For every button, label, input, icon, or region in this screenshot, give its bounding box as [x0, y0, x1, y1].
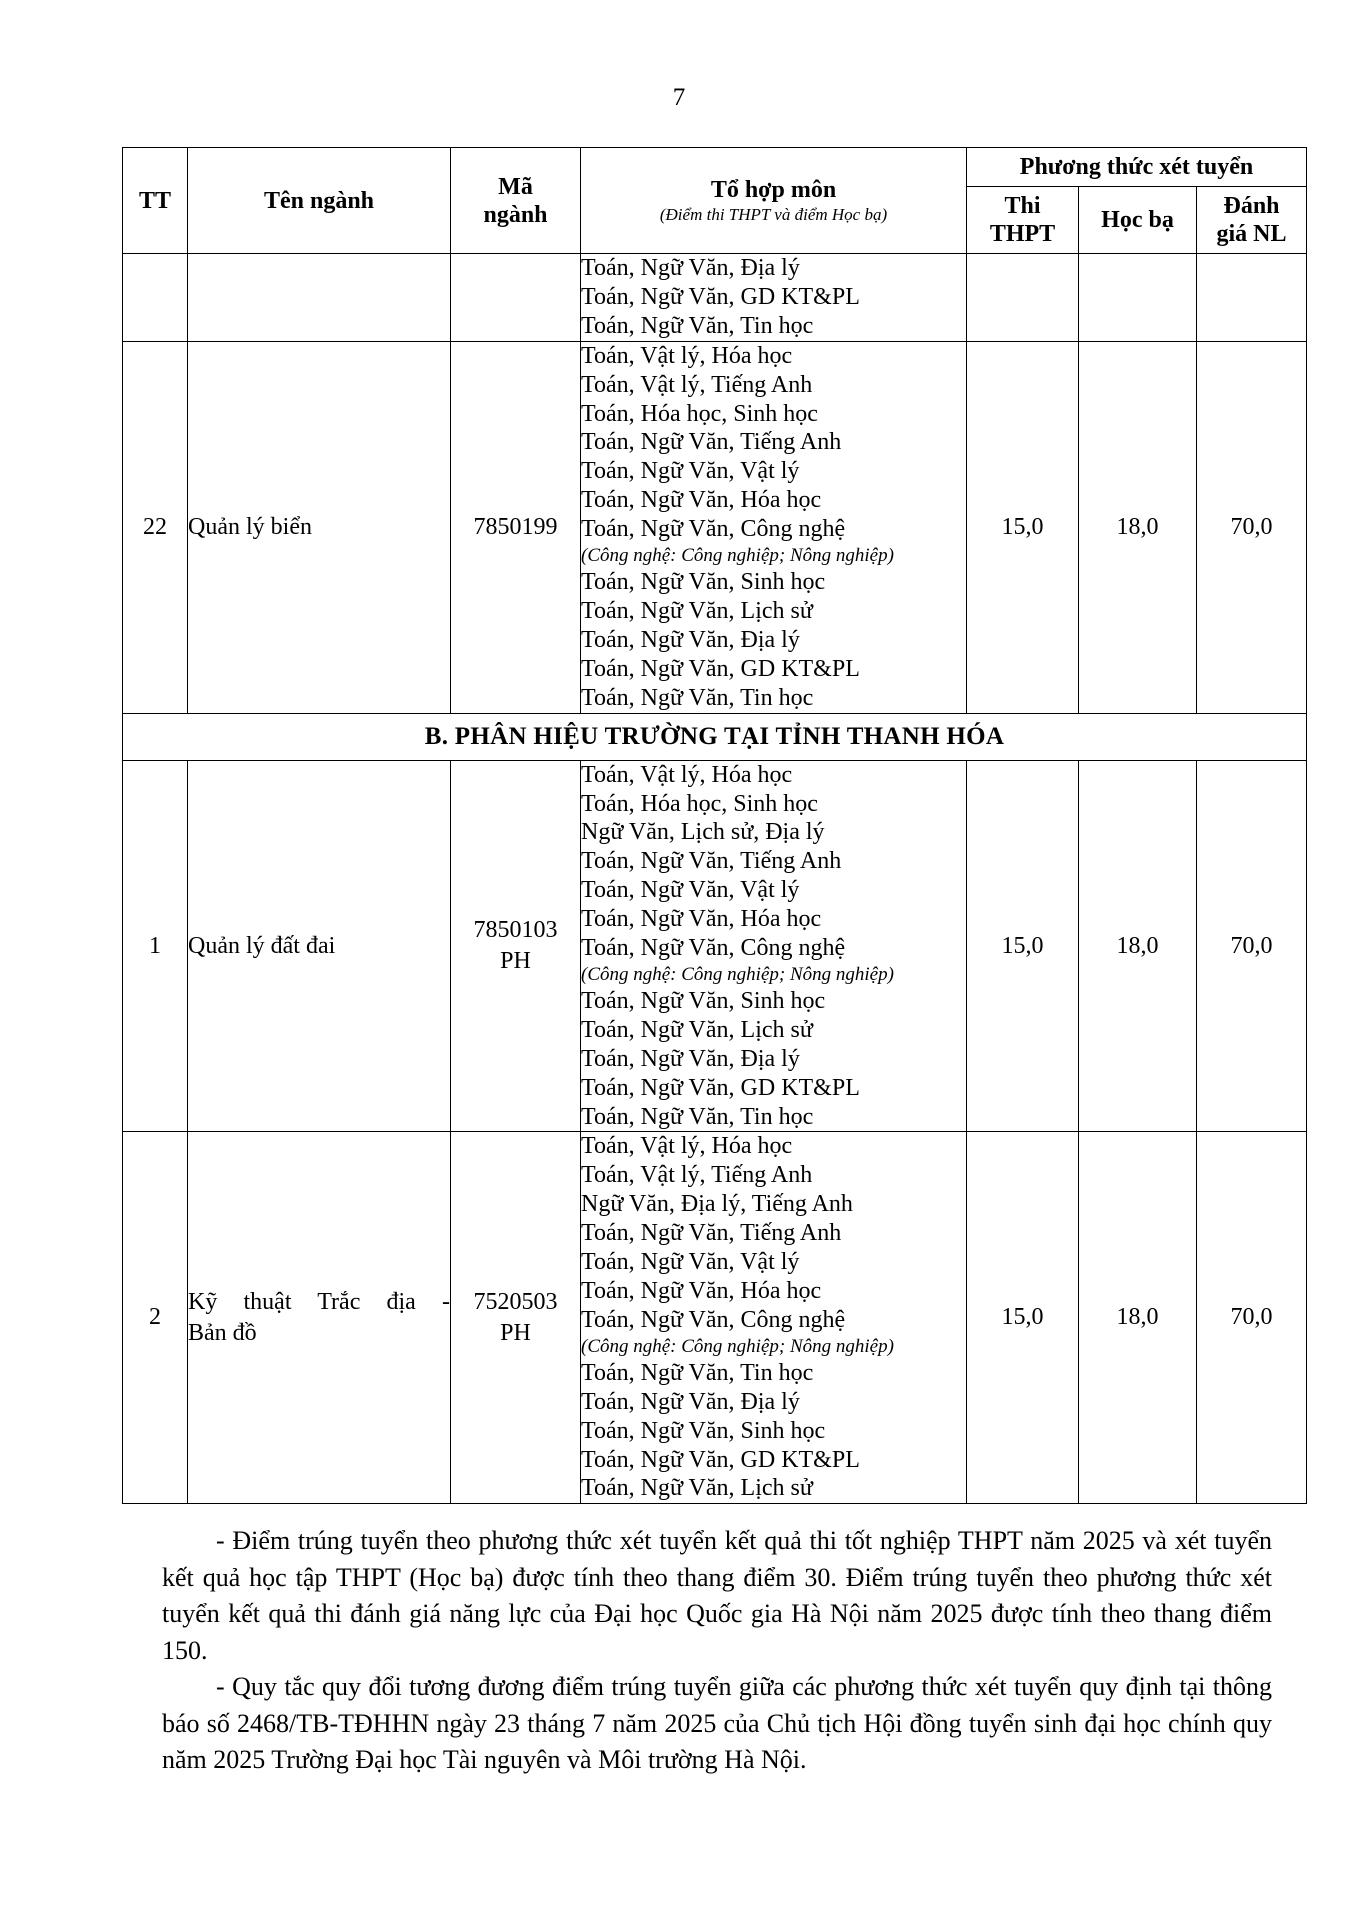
- header-major-code-line2: ngành: [483, 201, 548, 228]
- combo-item: Toán, Ngữ Văn, Hóa học: [581, 487, 822, 514]
- combo-item: Toán, Ngữ Văn, GD KT&PL: [581, 1446, 860, 1473]
- note-paragraph-2: - Quy tắc quy đổi tương đương điểm trúng tuyển giữa các phương thức xét tuyển quy định tại thông báo số 2468/TB-TĐHHN ngày 23 tháng 7 năm 2025 của Chủ tịch Hội đồng tuyển sinh đại học chính quy năm 2025 Trường Đại học Tài nguyên và Môi trường Hà Nội.: [162, 1672, 1272, 1774]
- cell-hoc-ba: [1079, 254, 1197, 342]
- cell-combos: [581, 254, 967, 342]
- table-row-b1: [123, 760, 1307, 1132]
- header-subject-combination: [581, 148, 967, 254]
- combo-item: Toán, Ngữ Văn, Công nghệ: [581, 516, 846, 543]
- admissions-table: [122, 147, 1307, 1504]
- name-line2: Bản đồ: [188, 1319, 257, 1346]
- header-major-name: Tên ngành: [188, 148, 451, 254]
- header-admission-methods: Phương thức xét tuyển: [967, 148, 1307, 187]
- cell-name: Quản lý biển: [188, 341, 451, 713]
- cell-tt: 2: [123, 1132, 188, 1504]
- cell-code: [451, 760, 581, 1132]
- combo-item: Toán, Ngữ Văn, Lịch sử: [581, 1016, 813, 1043]
- header-major-code-line1: Mã: [498, 173, 533, 200]
- combo-item: Toán, Ngữ Văn, Tiếng Anh: [581, 429, 842, 456]
- combo-item: Toán, Ngữ Văn, Lịch sử: [581, 1475, 813, 1502]
- cell-name: Quản lý đất đai: [188, 760, 451, 1132]
- combo-item: Toán, Ngữ Văn, Địa lý: [581, 255, 800, 281]
- combo-item: Toán, Ngữ Văn, Tin học: [581, 684, 814, 711]
- section-row-b: [123, 713, 1307, 760]
- code-line2: PH: [500, 948, 531, 975]
- combo-item: Toán, Ngữ Văn, GD KT&PL: [581, 283, 860, 310]
- combo-item: Toán, Ngữ Văn, Địa lý: [581, 1388, 800, 1415]
- cell-code: [451, 1132, 581, 1504]
- combo-item: Toán, Ngữ Văn, Vật lý: [581, 877, 800, 904]
- code-line1: 7850103: [473, 917, 558, 944]
- combo-item: Toán, Vật lý, Hóa học: [581, 342, 793, 369]
- note-paragraph-1: - Điểm trúng tuyển theo phương thức xét tuyển kết quả thi tốt nghiệp THPT năm 2025 và xét tuyển kết quả học tập THPT (Học bạ) được tính theo thang điểm 30. Điểm trúng tuyển theo phương thức xét tuyển kết quả thi đánh giá năng lực của Đại học Quốc gia Hà Nội năm 2025 được tính theo thang điểm 150.: [162, 1526, 1272, 1665]
- section-title: B. PHÂN HIỆU TRƯỜNG TẠI TỈNH THANH HÓA: [123, 713, 1307, 760]
- page-number: 7: [672, 84, 686, 111]
- combo-item: Toán, Ngữ Văn, Sinh học: [581, 1417, 826, 1444]
- cell-combos: [581, 1132, 967, 1504]
- combo-item: Toán, Ngữ Văn, Tiếng Anh: [581, 1220, 842, 1247]
- name-line1: Kỹ thuật Trắc địa -: [188, 1288, 450, 1315]
- table-row-22: [123, 341, 1307, 713]
- table-row-b2: [123, 1132, 1307, 1504]
- combo-item: Toán, Vật lý, Tiếng Anh: [581, 371, 813, 398]
- cell-dgnl: [1197, 254, 1307, 342]
- cell-hoc-ba: 18,0: [1079, 341, 1197, 713]
- header-major-code: [451, 148, 581, 254]
- combo-note: (Công nghệ: Công nghiệp; Nông nghiệp): [581, 963, 894, 985]
- combo-note: (Công nghệ: Công nghiệp; Nông nghiệp): [581, 1335, 894, 1357]
- combo-item: Toán, Ngữ Văn, Lịch sử: [581, 597, 813, 624]
- combo-item: Toán, Ngữ Văn, Công nghệ: [581, 935, 846, 962]
- cell-dgnl: 70,0: [1197, 341, 1307, 713]
- header-dgnl: [1197, 187, 1307, 254]
- code-line2: PH: [500, 1319, 531, 1346]
- cell-tt: 1: [123, 760, 188, 1132]
- header-combo-note: (Điểm thi THPT và điểm Học bạ): [659, 204, 888, 224]
- combo-item: Toán, Ngữ Văn, Hóa học: [581, 906, 822, 933]
- table-row-continuation: [123, 254, 1307, 342]
- combo-item: Ngữ Văn, Lịch sử, Địa lý: [581, 819, 825, 846]
- header-dgnl-line2: giá NL: [1216, 221, 1287, 247]
- combo-item: Toán, Ngữ Văn, Sinh học: [581, 987, 826, 1014]
- combo-item: Toán, Ngữ Văn, GD KT&PL: [581, 1074, 860, 1101]
- header-hoc-ba: Học bạ: [1079, 187, 1197, 254]
- cell-code: 7850199: [451, 341, 581, 713]
- code-line1: 7520503: [473, 1288, 558, 1315]
- header-thpt: [967, 187, 1079, 254]
- combo-item: Toán, Ngữ Văn, Tiếng Anh: [581, 848, 842, 875]
- cell-hoc-ba: 18,0: [1079, 1132, 1197, 1504]
- combo-item: Toán, Ngữ Văn, Tin học: [581, 1359, 814, 1386]
- cell-thpt: 15,0: [967, 760, 1079, 1132]
- combo-note: (Công nghệ: Công nghiệp; Nông nghiệp): [581, 545, 894, 567]
- header-dgnl-line1: Đánh: [1223, 193, 1280, 219]
- combo-item: Toán, Hóa học, Sinh học: [581, 400, 818, 427]
- cell-hoc-ba: 18,0: [1079, 760, 1197, 1132]
- header-thpt-line2: THPT: [989, 221, 1056, 247]
- combo-item: Toán, Ngữ Văn, Vật lý: [581, 1249, 800, 1276]
- cell-thpt: 15,0: [967, 1132, 1079, 1504]
- cell-code: [451, 254, 581, 342]
- combo-item: Toán, Vật lý, Hóa học: [581, 1133, 793, 1160]
- combo-item: Toán, Ngữ Văn, Tin học: [581, 312, 814, 339]
- cell-tt: [123, 254, 188, 342]
- cell-combos: [581, 760, 967, 1132]
- combo-item: Toán, Ngữ Văn, Địa lý: [581, 626, 800, 653]
- combo-item: Toán, Vật lý, Hóa học: [581, 761, 793, 788]
- cell-name: [188, 254, 451, 342]
- notes-section: [162, 1523, 1272, 1779]
- header-tt: TT: [123, 148, 188, 254]
- combo-item: Toán, Ngữ Văn, Hóa học: [581, 1278, 822, 1304]
- combo-item: Ngữ Văn, Địa lý, Tiếng Anh: [581, 1191, 853, 1218]
- combo-item: Toán, Ngữ Văn, Sinh học: [581, 569, 826, 596]
- cell-thpt: [967, 254, 1079, 342]
- combo-item: Toán, Ngữ Văn, Địa lý: [581, 1045, 800, 1072]
- combo-item: Toán, Ngữ Văn, Vật lý: [581, 458, 800, 485]
- combo-item: Toán, Ngữ Văn, Công nghệ: [581, 1306, 846, 1333]
- combo-item: Toán, Vật lý, Tiếng Anh: [581, 1162, 813, 1189]
- combo-item: Toán, Ngữ Văn, Tin học: [581, 1103, 814, 1130]
- cell-tt: 22: [123, 341, 188, 713]
- combo-item: Toán, Ngữ Văn, GD KT&PL: [581, 655, 860, 682]
- cell-dgnl: 70,0: [1197, 1132, 1307, 1504]
- header-thpt-line1: Thi: [1004, 193, 1041, 219]
- header-combo-title: Tổ hợp môn: [710, 176, 837, 203]
- cell-combos: [581, 341, 967, 713]
- cell-thpt: 15,0: [967, 341, 1079, 713]
- cell-dgnl: 70,0: [1197, 760, 1307, 1132]
- combo-item: Toán, Hóa học, Sinh học: [581, 790, 818, 817]
- cell-name: [188, 1132, 451, 1504]
